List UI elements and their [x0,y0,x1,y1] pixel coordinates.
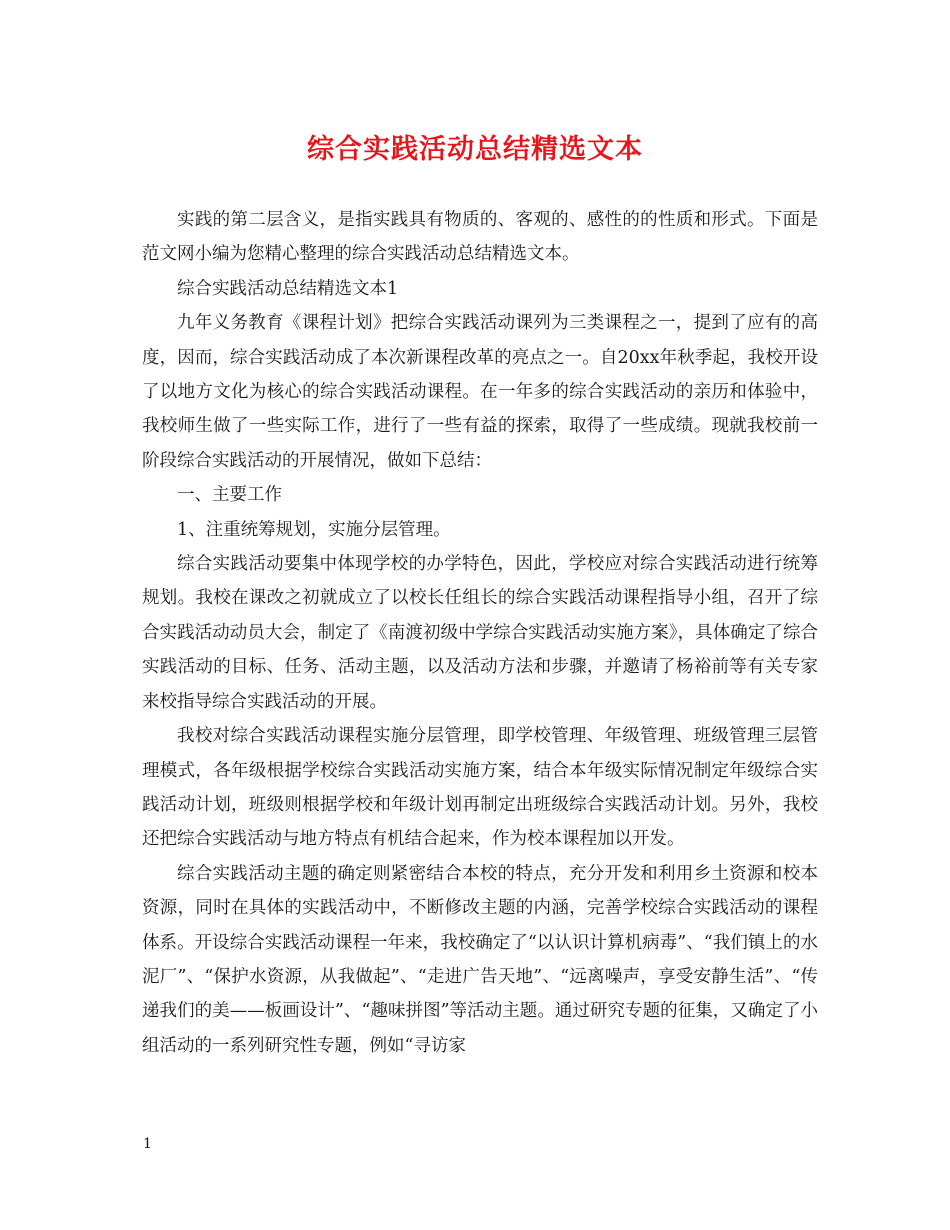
document-title: 综合实践活动总结精选文本 [307,134,643,165]
document-body [142,203,818,1063]
paragraph-planning: 综合实践活动要集中体现学校的办学特色，因此，学校应对综合实践活动进行统筹规划。我校在课改之初就成立了以校长任组长的综合实践活动课程指导小组，召开了综合实践活动动员大会，制定了《南渡初级中学综合实践活动实施方案》，具体确定了综合实践活动的目标、任务、活动主题，以及活动方法和步骤，并邀请了杨裕前等有关专家来校指导综合实践活动的开展。 [142,554,818,712]
page-number: 1 [143,1136,152,1152]
paragraph-activity-themes: 综合实践活动主题的确定则紧密结合本校的特点，充分开发和利用乡土资源和校本资源，同时在具体的实践活动中，不断修改主题的内涵，完善学校综合实践活动的课程体系。开设综合实践活动课程一年来，我校确定了“以认识计算机病毒”、“我们镇上的水泥厂”、“保护水资源，从我做起”、“走进广告天地”、“远离噪声，享受安静生活”、“传递我们的美——板画设计”、“趣味拼图”等活动主题。通过研究专题的征集，又确定了小组活动的一系列研究性专题，例如“寻访家 [142,863,818,1056]
paragraph-section-heading: 综合实践活动总结精选文本1 [177,278,399,299]
paragraph-main-work-heading: 一、主要工作 [177,485,282,506]
paragraph-overview: 九年义务教育《课程计划》把综合实践活动课列为三类课程之一，提到了应有的高度，因而，综合实践活动成了本次新课程改革的亮点之一。自20xx年秋季起，我校开设了以地方文化为核心的综合实践活动课程。在一年多的综合实践活动的亲历和体验中，我校师生做了一些实际工作，进行了一些有益的探索，取得了一些成绩。现就我校前一阶段综合实践活动的开展情况，做如下总结： [142,313,818,471]
paragraph-subheading-1: 1、注重统筹规划，实施分层管理。 [177,519,451,540]
paragraph-layered-management: 我校对综合实践活动课程实施分层管理，即学校管理、年级管理、班级管理三层管理模式，各年级根据学校综合实践活动实施方案，结合本年级实际情况制定年级综合实践活动计划，班级则根据学校和年级计划再制定出班级综合实践活动计划。另外，我校还把综合实践活动与地方特点有机结合起来，作为校本课程加以开发。 [142,726,818,850]
paragraph-intro: 实践的第二层含义，是指实践具有物质的、客观的、感性的的性质和形式。下面是范文网小编为您精心整理的综合实践活动总结精选文本。 [142,210,818,265]
